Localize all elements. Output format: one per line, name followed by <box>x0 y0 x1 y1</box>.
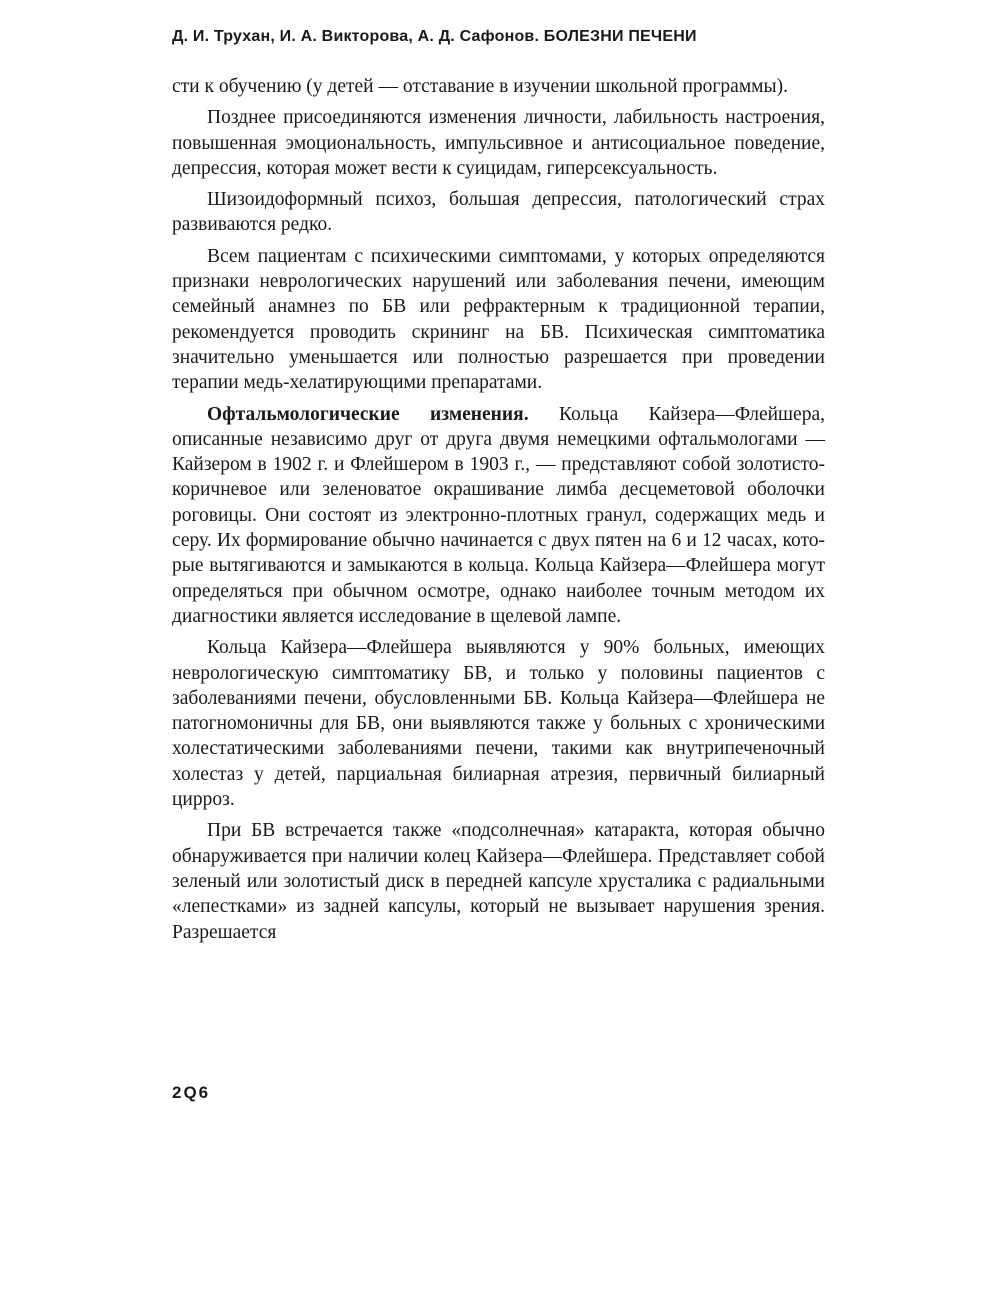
paragraph-sunflower-cataract: При БВ встречается также «подсолнечная» катаракта, которая обычно обнаруживается при наличии колец Кайзера—Флейшера. Представляет собой зеленый или золотистый диск в передней капсуле хрусталика с радиальными «лепестками» из задней капсулы, который не вызывает нарушения зрения. Разрешается <box>172 820 825 943</box>
body-text <box>172 74 825 951</box>
section-lead-heading: Офтальмологические изменения. <box>207 403 529 425</box>
paragraph-kayser-fleischer-frequency: Кольца Кайзера—Флейшера выявляются у 90% больных, имеющих неврологическую симптоматику БВ, и только у половины пациентов с заболеваниями печени, обусловленными БВ. Кольца Кайзера—Флейшера не патогномоничны для БВ, они выявляются также у больных с хроническими холестатическими заболеваниями печени, такими как внутрипеченочный холестаз у детей, парциальная билиарная атрезия, первичный билиарный цирроз. <box>172 637 825 811</box>
paragraph-personality-changes: Позднее присоединяются изменения личности, лабильность настроения, повышенная эмоциональность, импульсивное и антисоциальное поведение, депрессия, которая может вести к суицидам, гиперсексуальность. <box>172 107 825 179</box>
paragraph-ophthalmologic-text: Кольца Кайзера—Флейшера, описанные независимо друг от друга двумя немецкими офтальмологами — Кайзером в 1902 г. и Флейшером в 1903 г., — представляют собой золотисто-коричневое или зеленоватое окрашивание лимба десцеметовой оболочки роговицы. Они состоят из электронно-плотных гранул, содержащих медь и серу. Их формирование обычно начинается с двух пятен на 6 и 12 часах, которые вытягиваются и замыкаются в кольца. Кольца Кайзера—Флейшера могут определяться при обычном осмотре, однако наиболее точным методом их диагностики является исследование в щелевой лампе. <box>172 403 825 627</box>
running-header: Д. И. Трухан, И. А. Викторова, А. Д. Сафонов. БОЛЕЗНИ ПЕЧЕНИ <box>172 28 697 45</box>
paragraph-ophthalmologic <box>172 402 825 630</box>
paragraph-screening: Всем пациентам с психическими симптомами, у которых определяются признаки неврологических нарушений или заболевания печени, имеющим семейный анамнез по БВ или рефрактерным к традиционной терапии, рекомендуется проводить скрининг на БВ. Психическая симптоматика значительно уменьшается или полностью разрешается при проведении терапии медь-хелатирующими препаратами. <box>172 245 825 394</box>
page-number: 2Q6 <box>172 1083 211 1102</box>
paragraph-psychosis: Шизоидоформный психоз, большая депрессия, патологический страх развиваются редко. <box>172 189 825 236</box>
paragraph-continuation: сти к обучению (у детей — отставание в изучении школьной программы). <box>172 76 788 97</box>
